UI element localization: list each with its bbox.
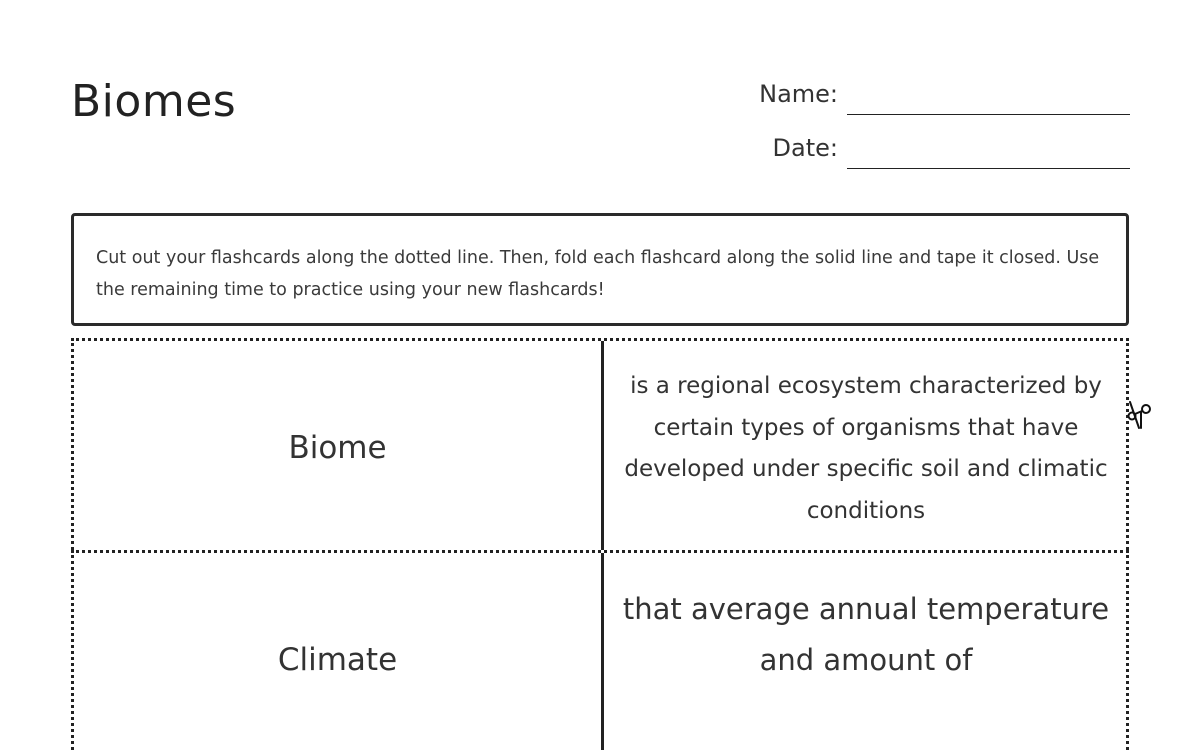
- fold-line: [601, 553, 604, 750]
- fold-line: [601, 341, 604, 550]
- page-title: Biomes: [71, 76, 237, 127]
- date-blank-line[interactable]: [847, 168, 1130, 169]
- flashcard-term: Biome: [288, 430, 387, 466]
- instructions-text: Cut out your flashcards along the dotted line. Then, fold each flashcard along the solid line and tape it closed. Use the remaining time to practice using your new flashcards!: [96, 248, 1100, 300]
- scissors-icon: [1124, 394, 1160, 434]
- name-field[interactable]: [700, 78, 1130, 118]
- name-blank-line[interactable]: [847, 114, 1130, 115]
- flashcard-term: Climate: [277, 642, 398, 678]
- date-field[interactable]: [700, 132, 1130, 172]
- instructions-box: [71, 213, 1129, 326]
- date-label: Date:: [772, 134, 838, 162]
- flashcard-definition: is a regional ecosystem characterized by certain types of organisms that have developed under specific soil and climatic conditions: [624, 373, 1108, 524]
- flashcard: [71, 338, 1129, 550]
- name-label: Name:: [759, 80, 838, 108]
- flashcard-list: [71, 338, 1129, 678]
- flashcard: [71, 550, 1129, 750]
- flashcard-definition: that average annual temperature and amount of: [622, 592, 1110, 677]
